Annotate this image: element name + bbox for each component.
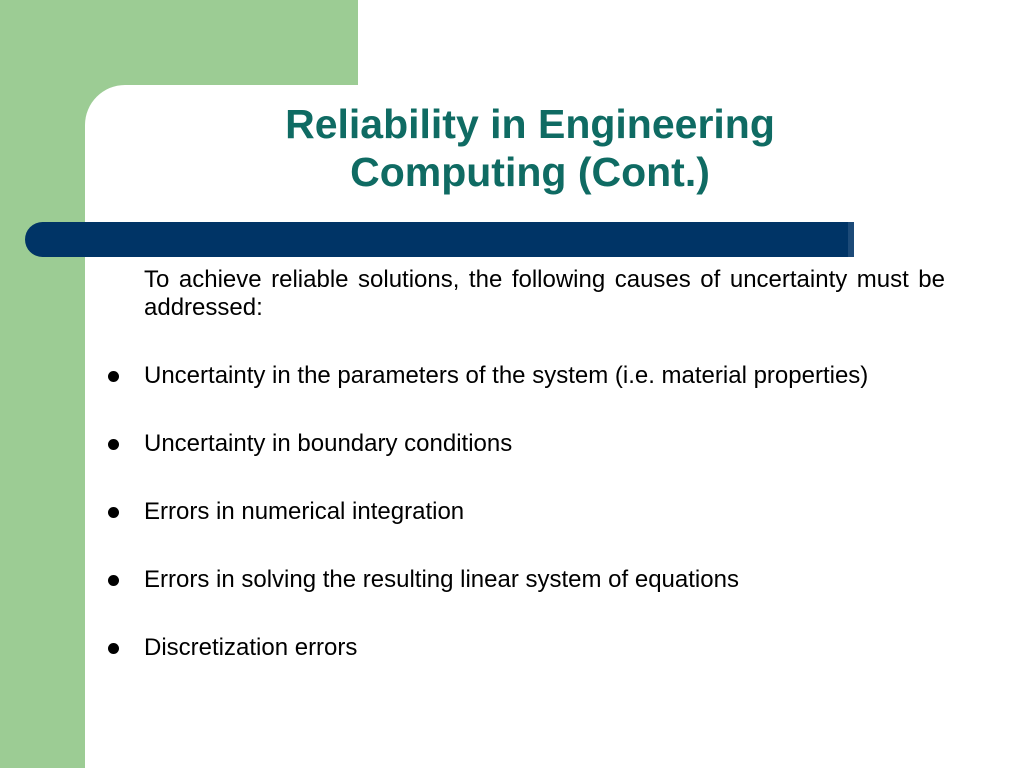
bullet-item	[100, 498, 945, 526]
intro-text: To achieve reliable solutions, the following causes of uncertainty must be addressed:	[144, 266, 945, 321]
bullet-icon	[108, 371, 119, 382]
bullet-text: Uncertainty in the parameters of the system (i.e. material properties)	[144, 362, 869, 389]
bullet-icon	[108, 507, 119, 518]
bullet-item	[100, 362, 945, 390]
bullet-text: Errors in solving the resulting linear system of equations	[144, 566, 739, 593]
bullet-icon	[108, 439, 119, 450]
bullet-icon	[108, 575, 119, 586]
title-divider-bar	[25, 222, 853, 257]
bullet-text: Uncertainty in boundary conditions	[144, 430, 513, 457]
bullet-icon	[108, 643, 119, 654]
slide-body	[100, 266, 945, 702]
slide-title	[190, 100, 870, 196]
bullet-text: Discretization errors	[144, 634, 358, 661]
bullet-text: Errors in numerical integration	[144, 498, 465, 525]
title-divider-bar-edge	[848, 222, 854, 257]
bullet-item	[100, 634, 945, 662]
slide-title-line-1: Reliability in Engineering	[285, 101, 775, 147]
bullet-item	[100, 430, 945, 458]
slide-title-line-2: Computing (Cont.)	[350, 149, 710, 195]
bullet-item	[100, 566, 945, 594]
